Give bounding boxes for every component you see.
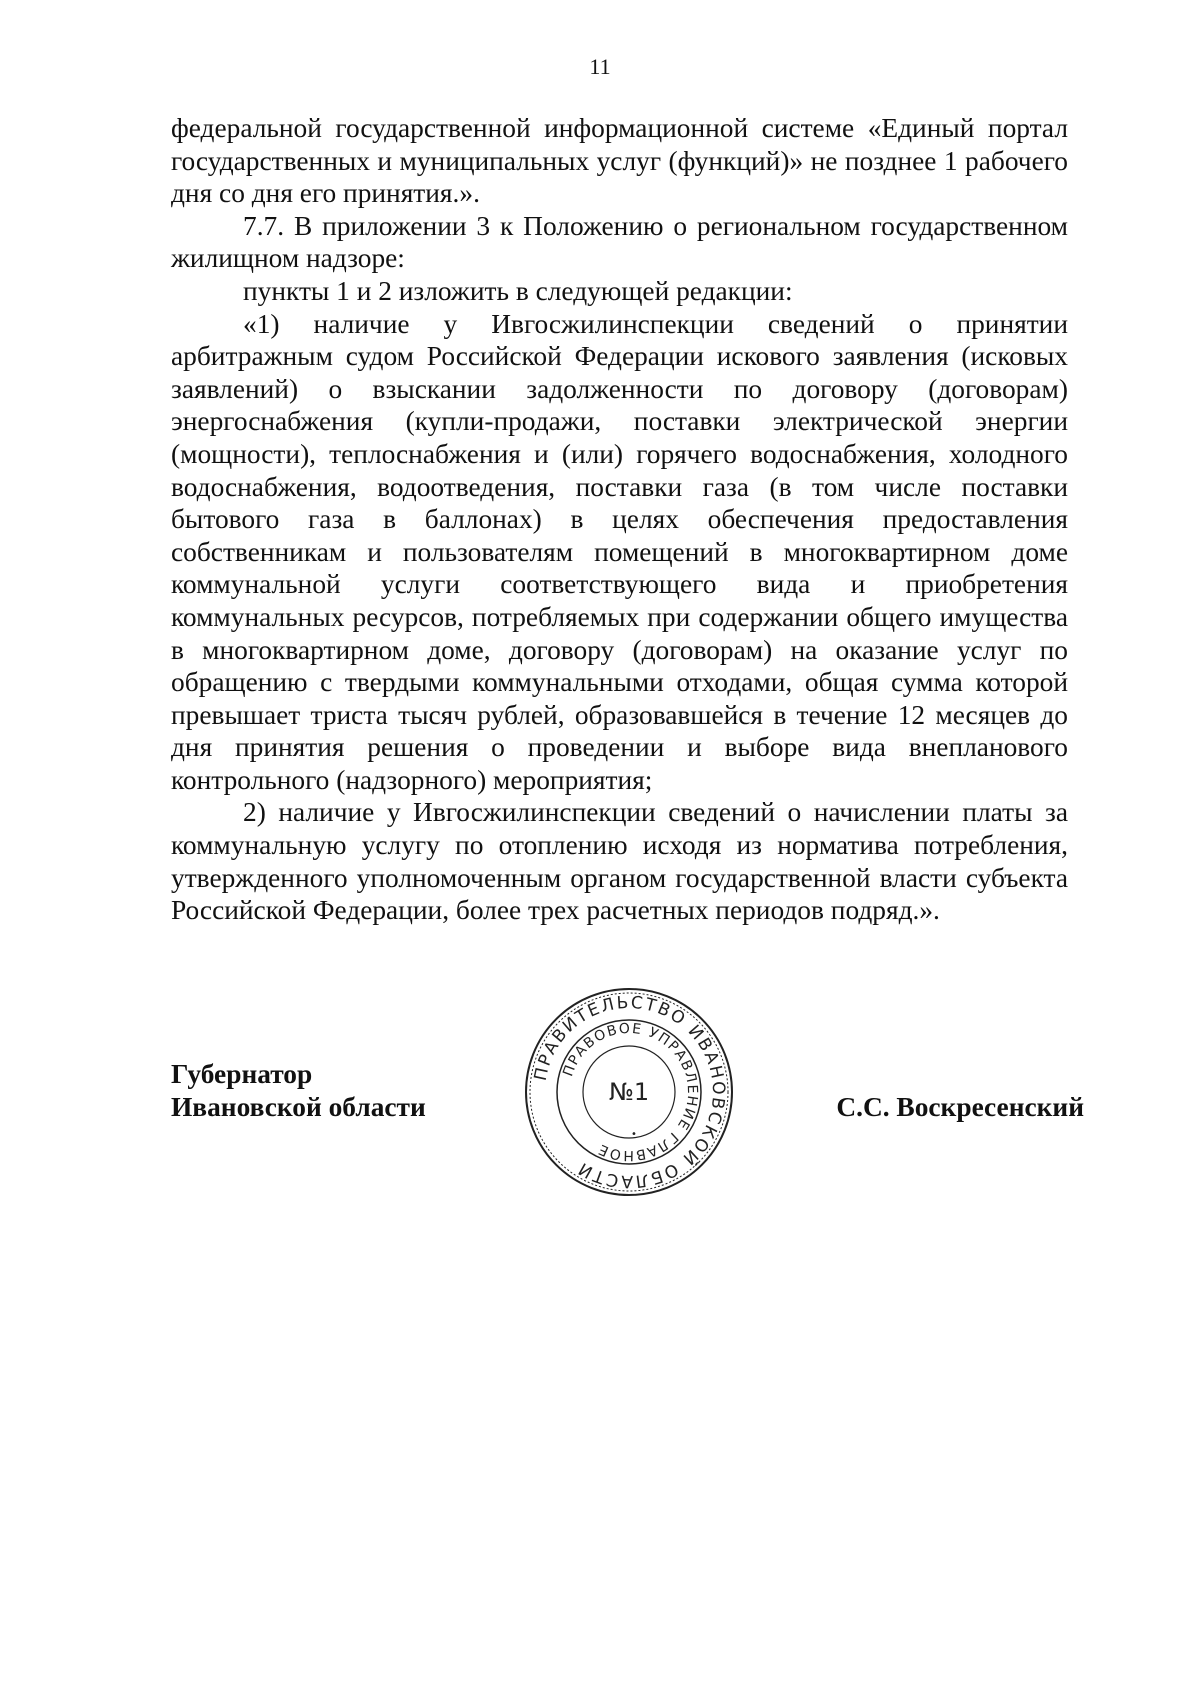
seal-number: №1 [608,1078,650,1106]
signatory-title-line1: Губернатор [171,1059,313,1089]
paragraph-7-7: 7.7. В приложении 3 к Положению о региональном государственном жилищном надзоре: [171,210,1068,274]
seal-inner-text: ПРАВОВОЕ УПРАВЛЕНИЕ ГЛАВНОЕ [560,1020,701,1164]
seal-dot-icon: • [631,1129,637,1140]
page-number: 11 [589,54,611,79]
paragraph-continuation: федеральной государственной информационной системе «Единый портал государственных и муниципальных услуг (функций)» не позднее 1 рабочего дня со дня его принятия.». [171,113,1068,209]
signatory-title-line2: Ивановской области [171,1092,426,1122]
paragraph-amendment-intro: пункты 1 и 2 изложить в следующей редакции: [243,275,793,306]
signatory-name: С.С. Воскресенский [836,1092,1084,1122]
paragraph-item-2: 2) наличие у Ивгосжилинспекции сведений о начислении платы за коммунальную услугу по отоплению исходя из норматива потребления, утвержденного уполномоченным органом государственной власти субъекта Российской Федерации, более трех расчетных периодов подряд.». [171,797,1068,926]
document-body [171,112,1068,927]
paragraph-item-1: «1) наличие у Ивгосжилинспекции сведений о принятии арбитражным судом Российской Федерации искового заявления (исковых заявлений) о взыскании задолженности по договору (договорам) энергоснабжения (купли-продажи, поставки электрической энергии (мощности), теплоснабжения и (или) горячего водоснабжения, холодного водоснабжения, водоотведения, поставки газа (в том числе поставки бытового газа в баллонах) в целях обеспечения предоставления собственникам и пользователям помещений в многоквартирном доме коммунальной услуги соответствующего вида и приобретения коммунальных ресурсов, потребляемых при содержании общего имущества в многоквартирном доме, договору (договорам) на оказание услуг по обращению с твердыми коммунальными отходами, общая сумма которой превышает триста тысяч рублей, образовавшейся в течение 12 месяцев до дня принятия решения о проведении и выборе вида внепланового контрольного (надзорного) мероприятия; [171,308,1068,795]
signatory-title [171,1058,426,1124]
seal-outer-text: ПРАВИТЕЛЬСТВО ИВАНОВСКОЙ ОБЛАСТИ [530,992,729,1192]
official-seal [523,986,735,1198]
